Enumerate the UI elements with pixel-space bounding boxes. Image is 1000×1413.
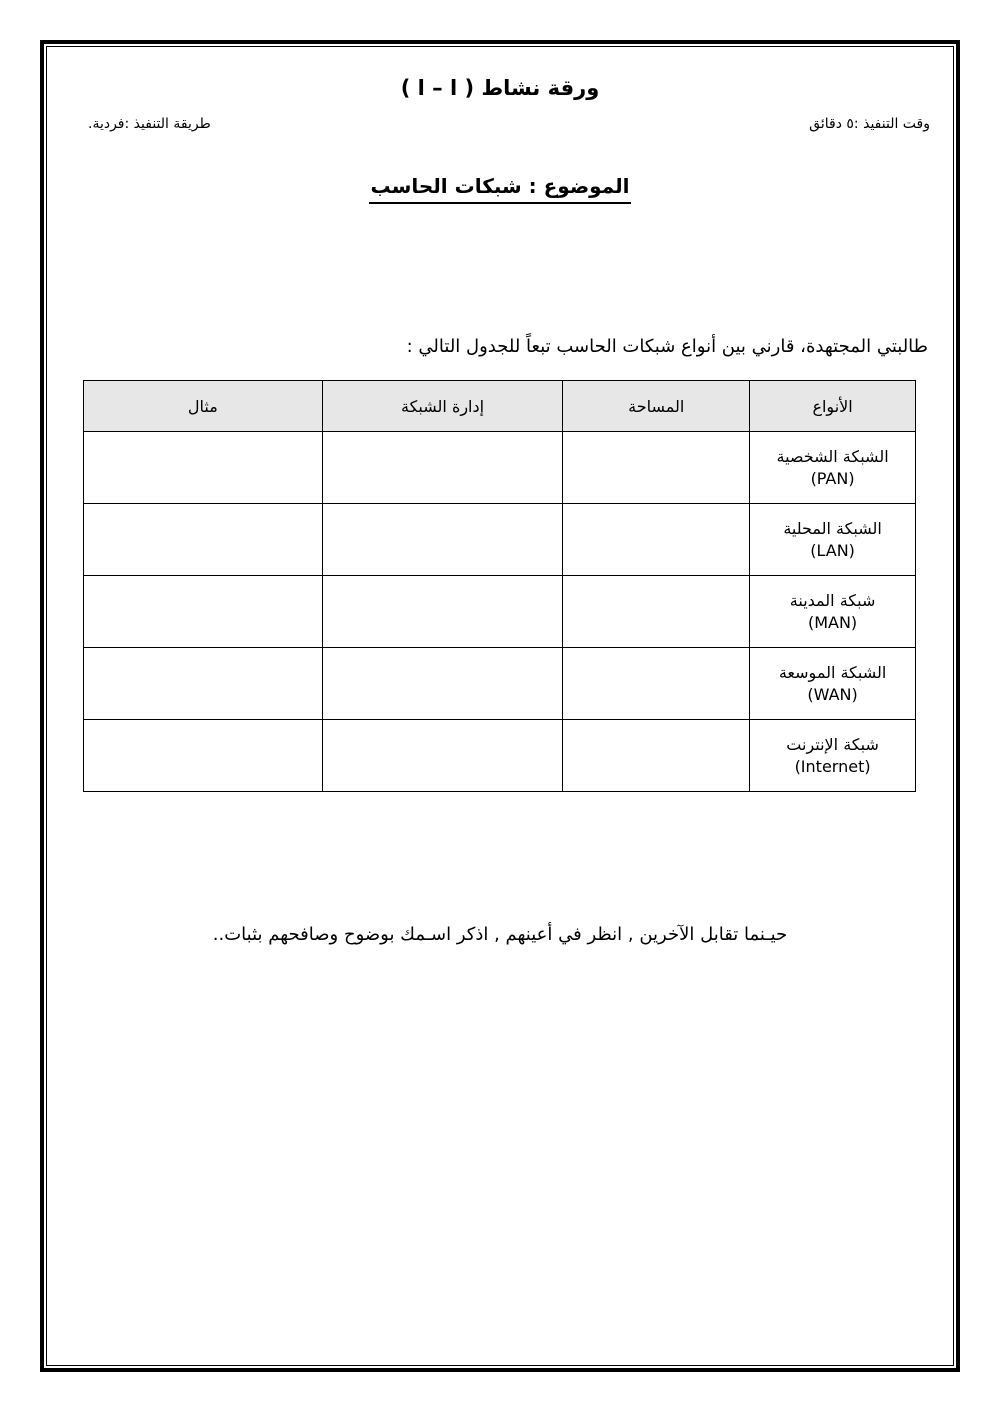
type-abbr: (PAN) (810, 468, 855, 488)
example-answer-cell[interactable] (84, 648, 323, 720)
area-answer-cell[interactable] (563, 648, 750, 720)
area-answer-cell[interactable] (563, 504, 750, 576)
example-answer-cell[interactable] (84, 432, 323, 504)
type-name: شبكة المدينة (789, 590, 876, 610)
area-answer-cell[interactable] (563, 720, 750, 792)
header-management: إدارة الشبكة (322, 381, 563, 432)
table-row (84, 720, 916, 792)
header-example: مثال (84, 381, 323, 432)
type-abbr: (WAN) (807, 684, 858, 704)
management-answer-cell[interactable] (322, 432, 563, 504)
table-row (84, 504, 916, 576)
table-row (84, 576, 916, 648)
method-label: طريقة التنفيذ :فردية. (88, 116, 211, 132)
type-name: شبكة الإنترنت (786, 734, 879, 754)
example-answer-cell[interactable] (84, 576, 323, 648)
duration-label: وقت التنفيذ :٥ دقائق (809, 116, 930, 132)
closing-quote: حيـنما تقابل الآخرين , انظر في أعينهم , اذكر اسـمك بوضوح وصافحهم بثبات.. (212, 924, 788, 945)
table-header-row (84, 381, 916, 432)
type-cell (750, 720, 916, 792)
subject-heading (0, 174, 1000, 204)
example-answer-cell[interactable] (84, 504, 323, 576)
table-row (84, 432, 916, 504)
comparison-table (83, 380, 916, 792)
type-cell (750, 648, 916, 720)
type-abbr: (MAN) (807, 612, 858, 632)
subject-text: الموضوع : شبكات الحاسب (369, 174, 632, 204)
management-answer-cell[interactable] (322, 720, 563, 792)
header-area: المساحة (563, 381, 750, 432)
area-answer-cell[interactable] (563, 432, 750, 504)
management-answer-cell[interactable] (322, 576, 563, 648)
type-abbr: (LAN) (810, 540, 855, 560)
type-abbr: (Internet) (794, 756, 871, 776)
table-row (84, 648, 916, 720)
example-answer-cell[interactable] (84, 720, 323, 792)
type-cell (750, 432, 916, 504)
management-answer-cell[interactable] (322, 504, 563, 576)
type-cell (750, 504, 916, 576)
type-name: الشبكة الموسعة (778, 662, 887, 682)
worksheet-title: ورقة نشاط ( ا – ا ) (400, 76, 600, 100)
instruction-text: طالبتي المجتهدة، قارني بين أنواع شبكات الحاسب تبعاً للجدول التالي : (406, 336, 928, 357)
management-answer-cell[interactable] (322, 648, 563, 720)
type-name: الشبكة الشخصية (776, 446, 889, 466)
type-name: الشبكة المحلية (783, 518, 882, 538)
type-cell (750, 576, 916, 648)
area-answer-cell[interactable] (563, 576, 750, 648)
header-types: الأنواع (750, 381, 916, 432)
